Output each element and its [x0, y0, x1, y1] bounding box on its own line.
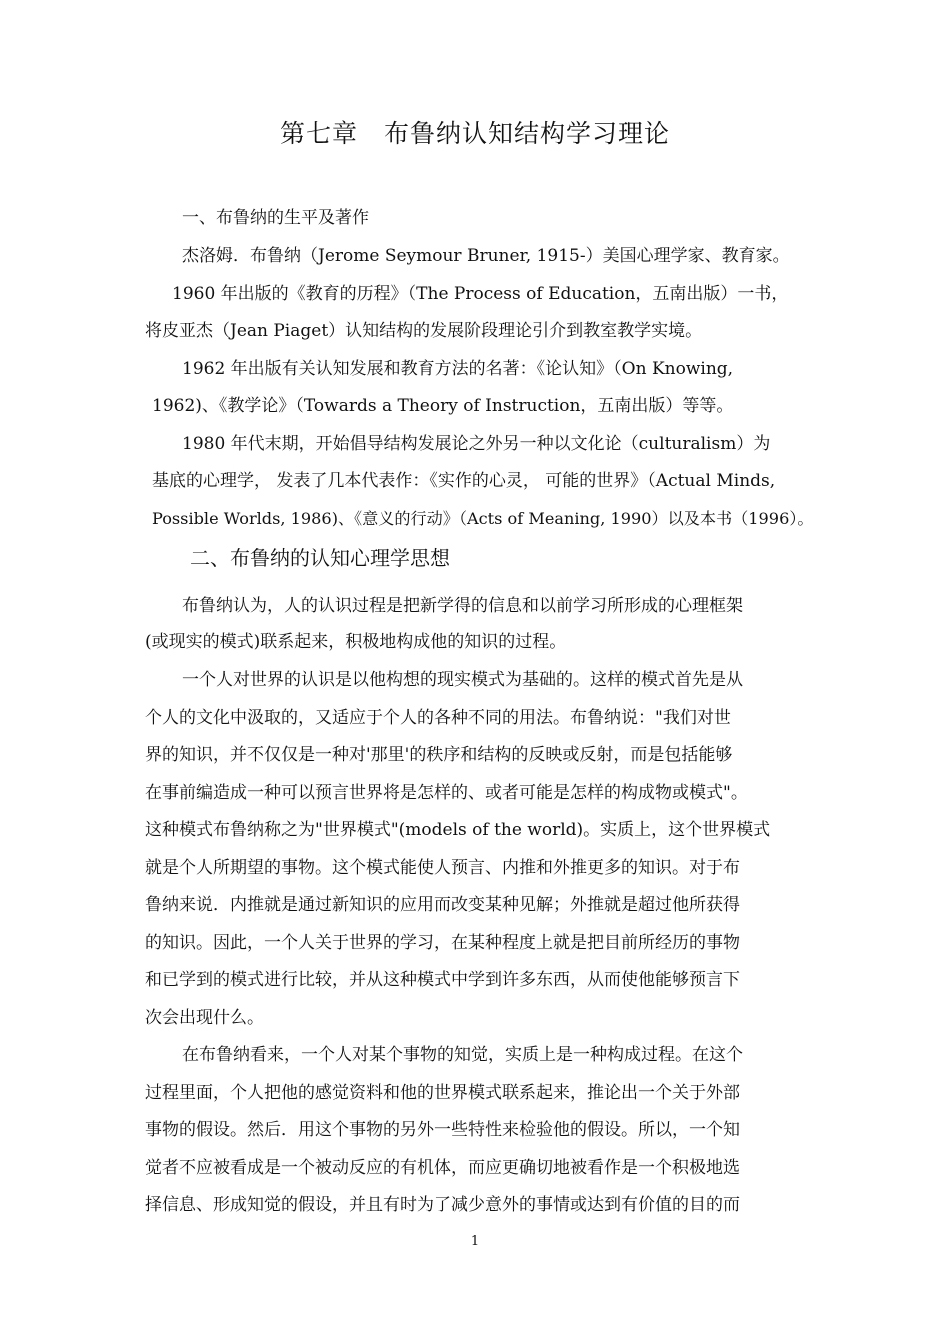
body-line: 和已学到的模式进行比较，并从这种模式中学到许多东西，从而使他能够预言下: [145, 970, 740, 990]
body-line: 这种模式布鲁纳称之为"世界模式"(models of the world)。实质上，这个世界模式: [145, 820, 771, 840]
body-line: 在布鲁纳看来，一个人对某个事物的知觉，实质上是一种构成过程。在这个: [182, 1045, 743, 1065]
body-line: 在事前编造成一种可以预言世界将是怎样的、或者可能是怎样的构成物或模式"。: [145, 783, 748, 803]
body-line: 过程里面，个人把他的感觉资料和他的世界模式联系起来，推论出一个关于外部: [145, 1083, 740, 1103]
body-line: 觉者不应被看成是一个被动反应的有机体，而应更确切地被看作是一个积极地选: [145, 1158, 740, 1178]
body-line: 个人的文化中汲取的，又适应于个人的各种不同的用法。布鲁纳说："我们对世: [145, 708, 731, 728]
body-line: 择信息、形成知觉的假设，并且有时为了减少意外的事情或达到有价值的目的而: [145, 1195, 740, 1215]
body-line: 布鲁纳认为，人的认识过程是把新学得的信息和以前学习所形成的心理框架: [182, 596, 743, 616]
bio-line: 杰洛姆．布鲁纳（Jerome Seymour Bruner, 1915-）美国心理学家、教育家。: [182, 246, 790, 266]
section-heading-biography: 一、布鲁纳的生平及著作: [182, 208, 369, 228]
body-line: 次会出现什么。: [145, 1008, 264, 1028]
body-line: (或现实的模式)联系起来，积极地构成他的知识的过程。: [145, 632, 567, 652]
bio-line: 1962 年出版有关认知发展和教育方法的名著：《论认知》（On Knowing,: [182, 359, 734, 379]
body-line: 事物的假设。然后．用这个事物的另外一些特性来检验他的假设。所以，一个知: [145, 1120, 740, 1140]
chapter-title: 第七章 布鲁纳认知结构学习理论: [279, 119, 670, 148]
body-line: 就是个人所期望的事物。这个模式能使人预言、内推和外推更多的知识。对于布: [145, 858, 740, 878]
bio-line: 基底的心理学， 发表了几本代表作：《实作的心灵， 可能的世界》（Actual Minds,: [152, 471, 776, 491]
body-line: 的知识。因此，一个人关于世界的学习，在某种程度上就是把目前所经历的事物: [145, 933, 740, 953]
section-heading-cognitive-psychology: 二、布鲁纳的认知心理学思想: [190, 546, 450, 570]
body-line: 一个人对世界的认识是以他构想的现实模式为基础的。这样的模式首先是从: [182, 670, 743, 690]
bio-line: 1962)、《教学论》（Towards a Theory of Instruction，五南出版）等等。: [152, 396, 734, 416]
bio-line: 将皮亚杰（Jean Piaget）认知结构的发展阶段理论引介到教室教学实境。: [145, 321, 703, 341]
bio-line: Possible Worlds, 1986)、《意义的行动》（Acts of Meaning, 1990）以及本书（1996）。: [152, 509, 814, 528]
bio-line: 1980 年代末期，开始倡导结构发展论之外另一种以文化论（culturalism）为: [182, 434, 771, 454]
bio-line: 1960 年出版的《教育的历程》（The Process of Education，五南出版）一书，: [172, 284, 789, 304]
body-line: 界的知识，并不仅仅是一种对'那里'的秩序和结构的反映或反射，而是包括能够: [145, 745, 733, 765]
page-number: 1: [470, 1234, 480, 1249]
body-line: 鲁纳来说．内推就是通过新知识的应用而改变某种见解；外推就是超过他所获得: [145, 895, 740, 915]
